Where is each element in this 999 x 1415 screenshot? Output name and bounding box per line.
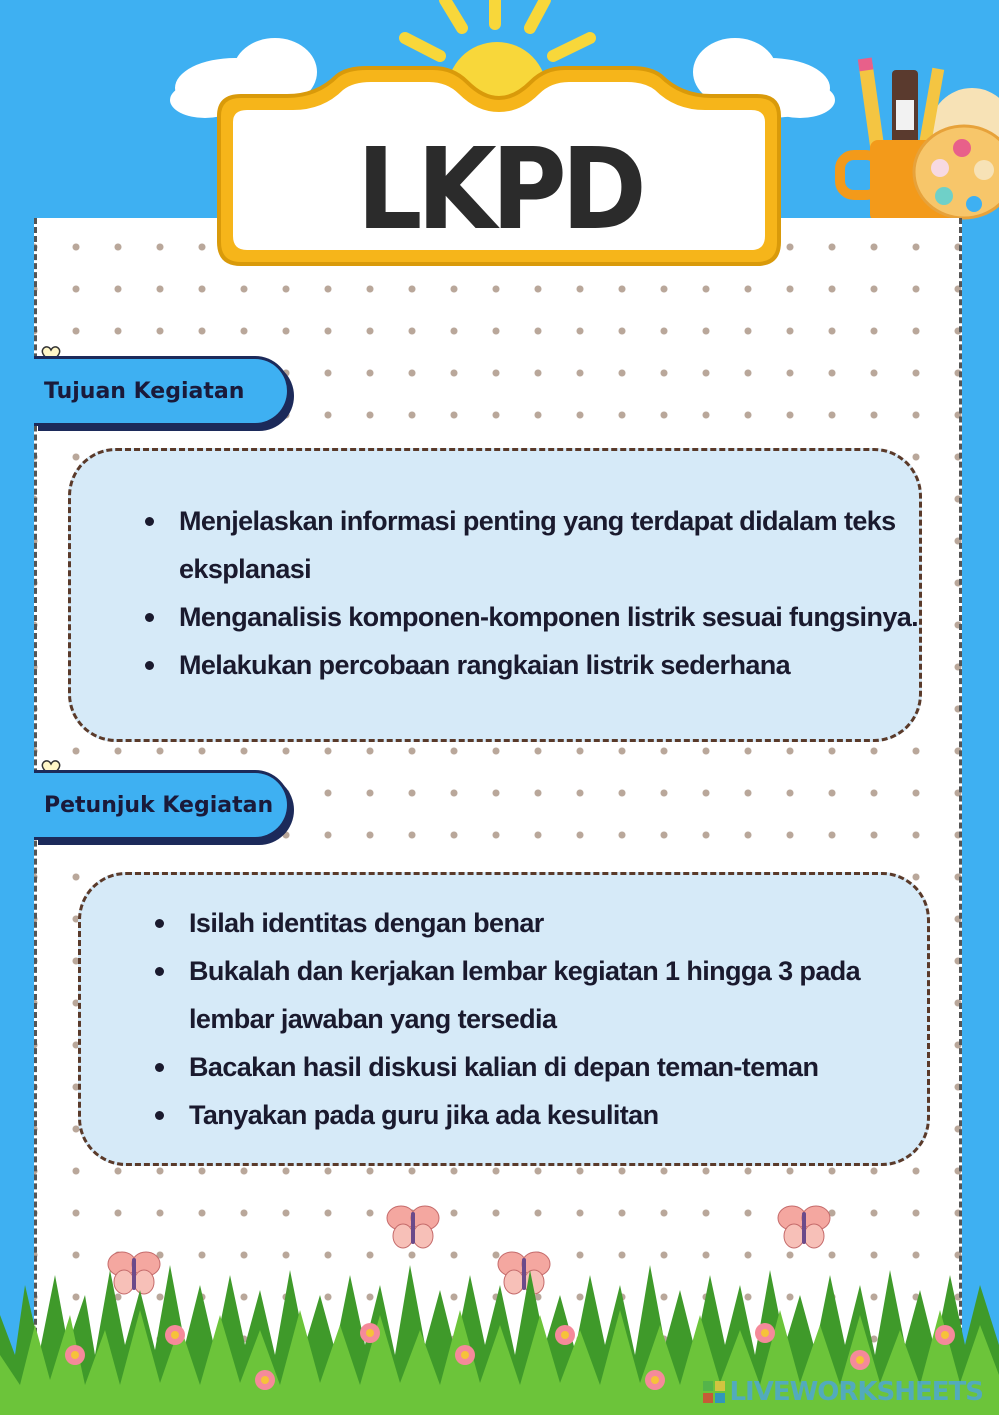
instructions-panel [78, 872, 930, 1166]
liveworksheets-logo-icon [703, 1381, 725, 1403]
objectives-panel [68, 448, 922, 742]
paint-palette-icon [912, 120, 999, 220]
list-item: Menganalisis komponen-komponen listrik sesuai fungsinya. [145, 593, 918, 641]
instructions-list [155, 899, 860, 1139]
list-item: Menjelaskan informasi penting yang terdapat didalam teks [145, 497, 918, 545]
butterfly-icon [385, 1198, 441, 1254]
section-heading-petunjuk: Petunjuk Kegiatan [34, 770, 290, 840]
objectives-list [145, 497, 918, 689]
watermark-text: LIVEWORKSHEETS [729, 1377, 983, 1407]
list-item-continuation: eksplanasi [179, 554, 312, 584]
list-item: Tanyakan pada guru jika ada kesulitan [155, 1091, 860, 1139]
list-item: Isilah identitas dengan benar [155, 899, 860, 947]
butterfly-icon [776, 1198, 832, 1254]
list-item: Melakukan percobaan rangkaian listrik sederhana [145, 641, 918, 689]
watermark [703, 1377, 983, 1407]
list-item: Bukalah dan kerjakan lembar kegiatan 1 hingga 3 pada [155, 947, 860, 995]
list-item-continuation: lembar jawaban yang tersedia [189, 1004, 557, 1034]
list-item: Bacakan hasil diskusi kalian di depan teman-teman [155, 1043, 860, 1091]
section-heading-tujuan: Tujuan Kegiatan [34, 356, 290, 426]
page-title: LKPD [356, 125, 642, 255]
